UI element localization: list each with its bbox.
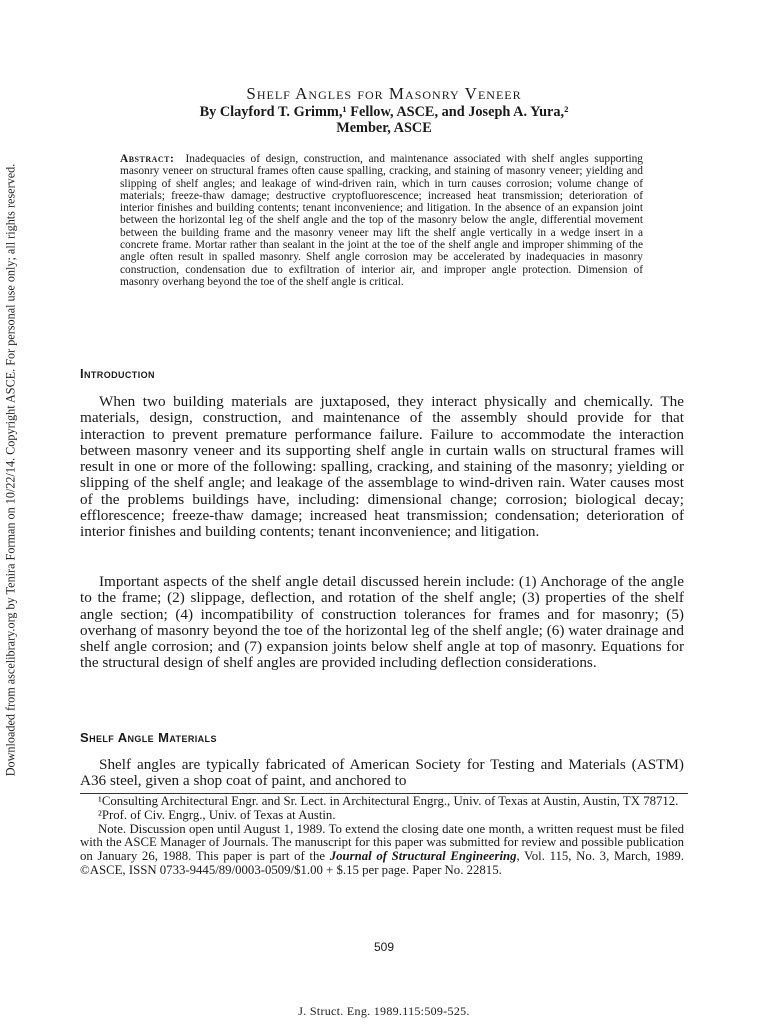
intro-paragraph-2: Important aspects of the shelf angle detail discussed herein include: (1) Anchorage of the angle to the frame; (2) slippage, deflection, and rotation of the shelf angle; (3) properties of the shelf angle section; (4) incompatibility of construction tolerances for frames and for masonry; (5) overhang of masonry beyond the toe of the horizontal leg of the shelf angle; (6) water drainage and shelf angle corrosion; and (7) expansion joints below shelf angle at top of masonry. Equations for the structural design of shelf angles are provided including deflection considerations. [80, 573, 684, 672]
page-number: 509 [373, 940, 395, 954]
download-watermark-text: Downloaded from ascelibrary.org by Tenira Forman on 10/22/14. Copyright ASCE. For personal use only; all rights reserved. [3, 163, 18, 777]
footnotes [80, 795, 684, 878]
note-text-post: , Vol. 115, No. 3, March, 1989. ©ASCE, ISSN 0733-9445/89/0003-0509/$1.00 + $.15 per page. Paper No. 22815. [80, 849, 685, 877]
author-line-1: By Clayford T. Grimm,¹ Fellow, ASCE, and Joseph A. Yura,² [199, 104, 569, 120]
author-line-2: Member, ASCE [336, 120, 432, 136]
abstract-label: Abstract: [120, 153, 175, 165]
journal-name: Journal of Structural Engineering [329, 849, 517, 864]
footnote-1: ¹Consulting Architectural Engr. and Sr. Lect. in Architectural Engrg., Univ. of Texas at Austin, Austin, TX 78712. [98, 794, 679, 808]
author-block [0, 104, 768, 136]
citation-footer: J. Struct. Eng. 1989.115:509-525. [298, 1004, 470, 1018]
section-heading-introduction: Introduction [80, 366, 155, 381]
abstract-text: Inadequacies of design, construction, and maintenance associated with shelf angles supporting masonry veneer on structural frames often cause spalling, cracking, and staining of masonry veneer; yielding and slipping of shelf angles; and leakage of wind-driven rain, which in turn causes corrosion; volume change of materials; freeze-thaw damage; destructive cryptofluorescence; increased heat transmission; deterioration of interior finishes and building contents; tenant inconvenience; and litigation. In the absence of an expansion joint between the horizontal leg of the shelf angle and the top of the masonry below the angle, differential movement between the building frame and the masonry veneer may lift the shelf angle vertically in a wedge insert in a concrete frame. Mortar rather than sealant in the joint at the toe of the shelf angle and improper shimming of the angle often result in spalled masonry. Shelf angle corrosion may be accelerated by inadequacies in masonry construction, condensation due to exfiltration of interior air, and improper angle protection. Dimension of masonry overhang beyond the toe of the shelf angle is critical. [120, 153, 644, 288]
abstract [120, 153, 643, 288]
note-text-pre: Note. Discussion open until August 1, 1989. To extend the closing date one month, a written request must be filed with the ASCE Manager of Journals. The manuscript for this paper was submitted for review and possible publication on January 26, 1988. This paper is part of the [80, 821, 684, 864]
paper-title: Shelf Angles for Masonry Veneer [246, 84, 522, 104]
materials-paragraph-1: Shelf angles are typically fabricated of American Society for Testing and Materials (ASTM) A36 steel, given a shop coat of paint, and anchored to [80, 756, 684, 790]
footnote-2: ²Prof. of Civ. Engrg., Univ. of Texas at Austin. [98, 807, 336, 822]
intro-paragraph-1: When two building materials are juxtaposed, they interact physically and chemically. The materials, design, construction, and maintenance of the assembly should provide for that interaction to prevent premature performance failure. Failure to accommodate the interaction between masonry veneer and its supporting shelf angle in curtain walls on structural frames will result in one or more of the following: spalling, cracking, and staining of the masonry; yielding or slipping of the shelf angle; and leakage of the assemblage to wind-driven rain. Water causes most of the problems buildings have, including: dimensional change; corrosion; biological decay; efflorescence; freeze-thaw damage; increased heat transmission; condensation; deterioration of interior finishes and building contents; tenant inconvenience; and litigation. [80, 393, 684, 541]
section-heading-materials: Shelf Angle Materials [80, 730, 217, 745]
submission-note [80, 823, 684, 878]
